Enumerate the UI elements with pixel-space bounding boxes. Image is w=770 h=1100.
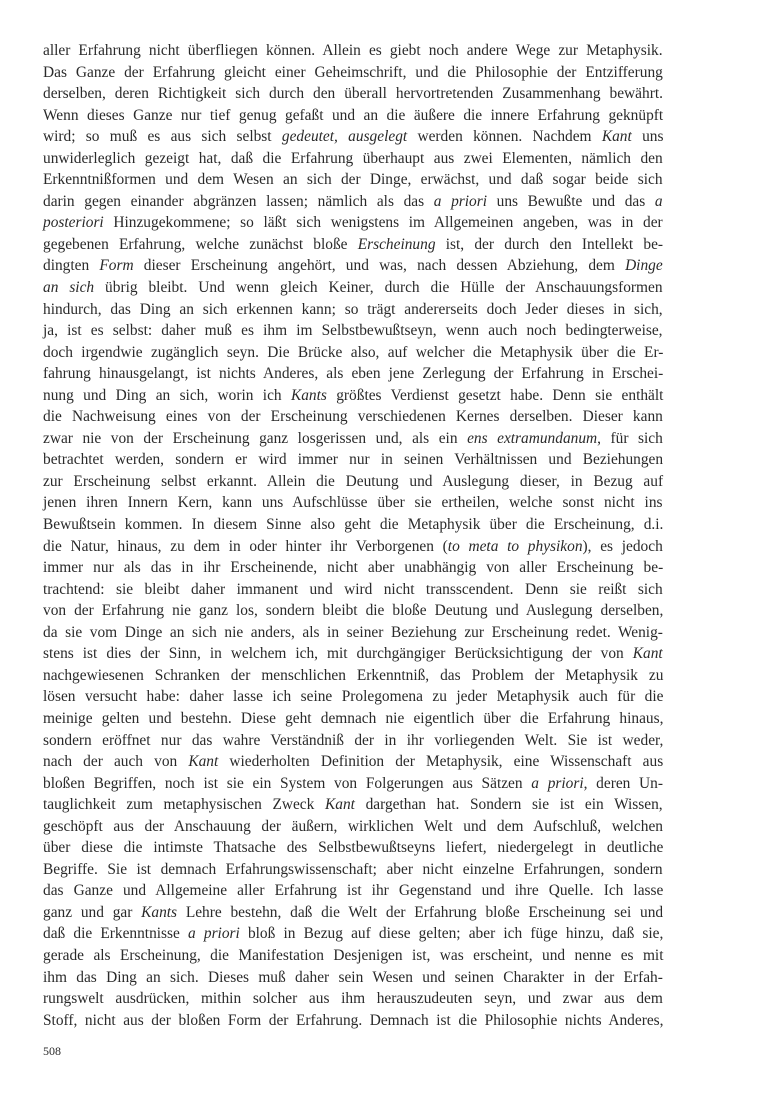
- page-number: 508: [43, 1044, 61, 1058]
- text-line: [43, 342, 663, 364]
- italic-text: Kants: [141, 903, 178, 921]
- text-segment: , für sich: [597, 429, 663, 447]
- text-segment: von der Erfahrung nie ganz los, sondern bleibt die bloße Deutung und Auslegung derselben,: [43, 602, 664, 620]
- text-line: [43, 126, 663, 148]
- italic-text: a priori: [188, 925, 240, 943]
- text-segment: sondern eröffnet nur das wahre Verständniß der in ihr vorliegenden Welt. Sie ist weder,: [43, 731, 664, 749]
- text-segment: werden können. Nachdem: [407, 128, 602, 146]
- text-segment: unwiderleglich gezeigt hat, daß die Erfahrung überhaupt aus zwei Elementen, nämlich den: [43, 149, 663, 167]
- text-line: [43, 169, 663, 191]
- italic-text: Dinge: [625, 257, 663, 275]
- text-segment: ja, ist es selbst: daher muß es ihm im Selbstbewußtseyn, wenn auch noch bedingterweise,: [43, 322, 663, 340]
- text-line: [43, 277, 663, 299]
- text-segment: die Nachweisung eines von der Erscheinung verschiedenen Kernes derselben. Dieser kann: [43, 408, 663, 426]
- text-line: [43, 514, 663, 536]
- text-line: [43, 923, 663, 945]
- text-line: [43, 428, 663, 450]
- text-line: [43, 751, 663, 773]
- text-line: [43, 385, 663, 407]
- text-segment: zur Erscheinung selbst erkannt. Allein die Deutung und Auslegung dieser, in Bezug auf: [43, 472, 664, 490]
- text-segment: hindurch, das Ding an sich erkennen kann; so trägt andererseits doch Jeder dieses in sich,: [43, 300, 663, 318]
- text-line: [43, 1010, 663, 1032]
- text-segment: Das Ganze der Erfahrung gleicht einer Geheimschrift, und die Philosophie der Entzifferung: [43, 63, 663, 81]
- text-segment: da sie vom Dinge an sich nie anders, als in seiner Beziehung zur Erscheinung redet. Wenig-: [43, 623, 663, 641]
- italic-text: Form: [99, 257, 134, 275]
- text-segment: Wenn dieses Ganze nur tief genug gefaßt und an die äußere die innere Erfahrung geknüpft: [43, 106, 664, 124]
- text-segment: wird; so muß es aus sich selbst: [43, 128, 282, 146]
- text-segment: rungswelt ausdrücken, mithin solcher aus ihm herauszudeuten seyn, und zwar aus dem: [43, 990, 663, 1008]
- italic-text: Erscheinung: [357, 235, 436, 253]
- text-line: [43, 622, 663, 644]
- text-segment: übrig bleibt. Und wenn gleich Keiner, durch die Hülle der Anschauungsformen: [94, 279, 663, 297]
- text-segment: Lehre bestehn, daß die Welt der Erfahrung bloße Erscheinung sei und: [177, 903, 664, 921]
- text-line: [43, 708, 663, 730]
- text-segment: nung und Ding an sich, worin ich: [43, 386, 291, 404]
- text-line: [43, 967, 663, 989]
- italic-text: posteriori: [43, 214, 104, 232]
- text-segment: Erkenntnißformen und dem Wesen an sich der Dinge, erwächst, und daß sogar beide sich: [43, 171, 663, 189]
- text-segment: ist, der durch den Intellekt be-: [435, 235, 664, 253]
- text-line: [43, 902, 663, 924]
- text-line: [43, 579, 663, 601]
- text-segment: tauglichkeit zum metaphysischen Zweck: [43, 796, 325, 814]
- text-segment: gerade als Erscheinung, die Manifestation Desjenigen ist, was erscheint, und nenne es mit: [43, 946, 664, 964]
- text-segment: dargethan hat. Sondern sie ist ein Wissen,: [354, 796, 663, 814]
- italic-text: a: [654, 192, 663, 210]
- italic-text: Kants: [290, 386, 327, 404]
- text-line: [43, 837, 663, 859]
- text-segment: Begriffe. Sie ist demnach Erfahrungswissenschaft; aber nicht einzelne Erfahrungen, sondern: [43, 860, 663, 878]
- italic-text: a priori: [531, 774, 584, 792]
- text-segment: trachtend: sie bleibt daher immanent und wird nicht transscendent. Denn sie reißt sich: [43, 580, 663, 598]
- text-segment: daß die Erkenntnisse: [43, 925, 189, 943]
- text-segment: derselben, deren Richtigkeit sich durch den überall hervortretenden Zusammenhang bewährt.: [43, 85, 663, 103]
- text-segment: lösen versucht habe: daher lasse ich seine Prolegomena zu jeder Metaphysik auch für die: [43, 688, 664, 706]
- text-segment: bloßen Begriffen, noch ist sie ein System von Folgerungen aus Sätzen: [43, 774, 532, 792]
- text-segment: dingten: [43, 257, 100, 275]
- text-segment: fahrung hinausgelangt, ist nichts Anderes, als eben jene Zerlegung der Erfahrung in Erschei-: [43, 365, 664, 383]
- text-segment: größtes Verdienst gesetzt habe. Denn sie enthält: [326, 386, 664, 404]
- text-line: [43, 299, 663, 321]
- text-line: [43, 816, 663, 838]
- italic-text: Kant: [632, 645, 663, 663]
- text-segment: dieser Erscheinung angehört, und was, nach dessen Abziehung, dem: [133, 257, 626, 275]
- text-segment: über diese die intimste Thatsache des Selbstbewußtseyns liefert, niedergelegt in deutliche: [43, 839, 664, 857]
- italic-text: to meta to physikon: [447, 537, 583, 555]
- italic-text: a priori: [433, 192, 487, 210]
- text-segment: , deren Un-: [583, 774, 663, 792]
- italic-text: Kant: [325, 796, 355, 814]
- italic-text: Kant: [188, 753, 219, 771]
- text-segment: die Natur, hinaus, zu dem in oder hinter ihr Verborgenen (: [43, 537, 448, 555]
- text-segment: ), es jedoch: [582, 537, 663, 555]
- text-segment: gegebenen Erfahrung, welche zunächst bloße: [43, 235, 358, 253]
- text-segment: zwar nie von der Erscheinung ganz losgerissen und, als ein: [43, 429, 468, 447]
- text-line: [43, 773, 663, 795]
- text-line: [43, 234, 663, 256]
- text-line: [43, 988, 663, 1010]
- text-line: [43, 363, 663, 385]
- text-segment: das Ganze und Allgemeine aller Erfahrung ist ihr Gegenstand und ihre Quelle. Ich lasse: [43, 882, 664, 900]
- text-segment: stens ist dies der Sinn, in welchem ich, mit durchgängiger Berücksichtigung der von: [43, 645, 633, 663]
- text-segment: aller Erfahrung nicht überfliegen können. Allein es giebt noch andere Wege zur Metaphysik.: [43, 42, 663, 59]
- text-line: [43, 492, 663, 514]
- text-line: [43, 148, 663, 170]
- text-segment: jenen ihren Innern Kern, kann uns Aufschlüsse über sie ertheilen, welche sonst nicht ins: [43, 494, 663, 512]
- text-line: [43, 406, 663, 428]
- text-segment: wiederholten Definition der Metaphysik, eine Wissenschaft aus: [218, 753, 664, 771]
- italic-text: ens extramundanum: [467, 429, 598, 447]
- text-segment: nachgewiesenen Schranken der menschlichen Erkenntniß, das Problem der Metaphysik zu: [43, 666, 664, 684]
- text-segment: bloß in Bezug auf diese gelten; aber ich füge hinzu, daß sie,: [239, 925, 664, 943]
- text-segment: Stoff, nicht aus der bloßen Form der Erfahrung. Demnach ist die Philosophie nichts Anderes,: [43, 1011, 664, 1029]
- text-segment: Bewußtsein kommen. In diesem Sinne also geht die Metaphysik über die Erscheinung, d.i.: [43, 516, 664, 534]
- text-segment: doch irgendwie zugänglich seyn. Die Brücke also, auf welcher die Metaphysik über die Er-: [43, 343, 664, 361]
- body-text: [43, 40, 663, 1031]
- text-line: [43, 730, 663, 752]
- italic-text: gedeutet, ausgelegt: [281, 128, 408, 146]
- text-line: [43, 945, 663, 967]
- text-line: [43, 665, 663, 687]
- text-line: [43, 40, 663, 62]
- text-line: [43, 255, 663, 277]
- text-line: [43, 191, 663, 213]
- text-segment: geschöpft aus der Anschauung der äußern, wirklichen Welt und dem Aufschluß, welchen: [43, 817, 663, 835]
- text-segment: Hinzugekommene; so läßt sich wenigstens im Allgemeinen angeben, was in der: [103, 214, 663, 232]
- italic-text: Kant: [601, 128, 632, 146]
- text-segment: ihm das Ding an sich. Dieses muß daher sein Wesen und seinen Charakter in der Erfah-: [43, 968, 663, 986]
- text-segment: nach der auch von: [43, 753, 189, 771]
- text-line: [43, 859, 663, 881]
- italic-text: an sich: [43, 279, 95, 297]
- text-line: [43, 600, 663, 622]
- text-segment: darin gegen einander abgränzen lassen; nämlich als das: [43, 192, 434, 210]
- text-segment: uns: [631, 128, 664, 146]
- text-line: [43, 643, 663, 665]
- text-segment: ganz und gar: [43, 903, 142, 921]
- text-line: [43, 320, 663, 342]
- text-segment: uns Bewußte und das: [487, 192, 655, 210]
- text-line: [43, 471, 663, 493]
- text-line: [43, 83, 663, 105]
- text-line: [43, 105, 663, 127]
- text-segment: betrachtet werden, sondern er wird immer nur in seinen Verhältnissen und Beziehungen: [43, 451, 664, 469]
- text-line: [43, 536, 663, 558]
- text-line: [43, 686, 663, 708]
- text-line: [43, 212, 663, 234]
- text-line: [43, 449, 663, 471]
- text-line: [43, 794, 663, 816]
- text-line: [43, 557, 663, 579]
- text-segment: meinige gelten und bestehn. Diese geht demnach nie eigentlich über die Erfahrung hinaus,: [43, 709, 664, 727]
- text-segment: immer nur als das in ihr Erscheinende, nicht aber unabhängig von aller Erscheinung be-: [43, 559, 664, 577]
- text-line: [43, 62, 663, 84]
- text-line: [43, 880, 663, 902]
